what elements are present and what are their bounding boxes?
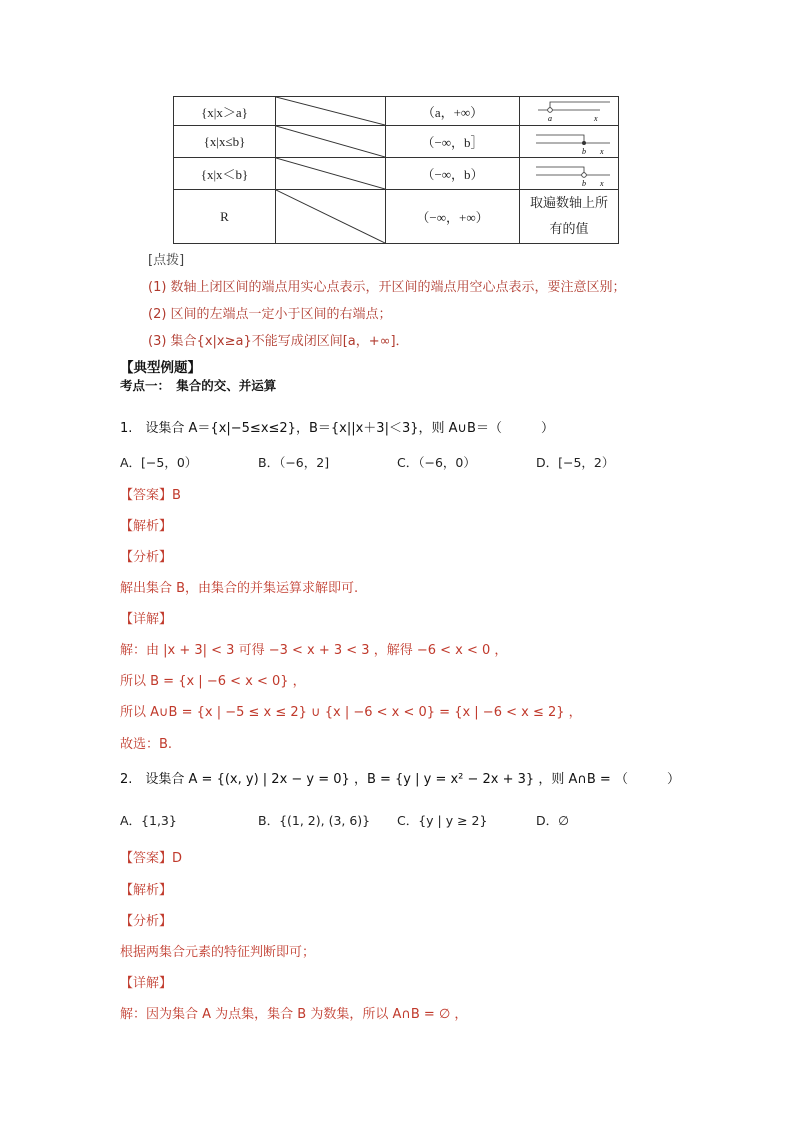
axis-label-x: x — [600, 146, 604, 156]
diagonal-cell — [276, 126, 386, 158]
axis-label-x: x — [600, 178, 604, 188]
q2-answer: 【答案】D — [120, 851, 183, 866]
all-values-text-2: 有的值 — [549, 221, 589, 237]
table-row — [174, 190, 619, 244]
set-cell: {x|x＞a} — [174, 97, 276, 126]
diagonal-cell — [276, 97, 386, 126]
topic-heading: 考点一： 集合的交、并运算 — [120, 378, 277, 393]
q1-option-a: A．[−5，0） — [120, 455, 198, 470]
set-cell: {x|x≤b} — [174, 126, 276, 158]
q2-detail-heading: 【详解】 — [120, 976, 173, 991]
q2-detail-line: 解：因为集合 A 为点集，集合 B 为数集，所以 A∩B = ∅ ， — [120, 1007, 468, 1022]
q1-option-c: C．（−6，0） — [397, 455, 476, 470]
interval-table — [173, 96, 619, 244]
tips-heading: [点拨] — [148, 253, 185, 268]
axis-label-b: b — [582, 146, 586, 156]
interval-cell: （−∞，b） — [386, 158, 520, 190]
interval-cell: （−∞，+∞） — [386, 190, 520, 244]
q2-option-a: A．{1,3} — [120, 813, 177, 828]
table-row — [174, 158, 619, 190]
q2-fenxi-text: 根据两集合元素的特征判断即可； — [120, 945, 316, 960]
tip-item-2: (2) 区间的左端点一定小于区间的右端点； — [148, 307, 392, 322]
set-cell: {x|x＜b} — [174, 158, 276, 190]
q1-fenxi-text: 解出集合 B，由集合的并集运算求解即可. — [120, 581, 359, 596]
q1-detail-line-2: 所以 B = {x | −6 < x < 0} ， — [120, 674, 306, 689]
q1-detail-line-4: 故选：B. — [120, 737, 173, 752]
q1-detail-line-3: 所以 A∪B = {x | −5 ≤ x ≤ 2} ∪ {x | −6 < x < 0} = {x | −6 < x ≤ 2} ， — [120, 705, 582, 720]
all-values-text-1: 取遍数轴上所 — [529, 195, 608, 211]
question-1-stem: 1. 设集合 A＝{x|−5≤x≤2}，B＝{x||x＋3|＜3}，则 A∪B＝（ ） — [120, 421, 554, 436]
tip-item-3: (3) 集合{x|x≥a}不能写成闭区间[a，+∞]． — [148, 334, 409, 349]
diagonal-cell — [276, 158, 386, 190]
tip-item-1: (1) 数轴上闭区间的端点用实心点表示，开区间的端点用空心点表示，要注意区别； — [148, 280, 626, 295]
all-values-cell — [520, 190, 619, 244]
q1-analysis-heading: 【解析】 — [120, 519, 173, 534]
q1-detail-heading: 【详解】 — [120, 612, 173, 627]
question-2-stem: 2. 设集合 A = {(x, y) | 2x − y = 0} ，B = {y | y = x² − 2x + 3} ，则 A∩B = （ ） — [120, 772, 680, 787]
axis-label-b: b — [582, 178, 586, 188]
axis-label-x: x — [594, 114, 598, 123]
q2-analysis-heading: 【解析】 — [120, 883, 173, 898]
number-line-graph — [520, 126, 619, 158]
table-row — [174, 126, 619, 158]
set-cell: R — [174, 190, 276, 244]
q1-detail-line-1: 解：由 |x + 3| < 3 可得 −3 < x + 3 < 3 ，解得 −6 < x < 0 ， — [120, 643, 508, 658]
diagonal-cell — [276, 190, 386, 244]
number-line-graph — [520, 97, 619, 126]
q2-option-c: C．{y | y ≥ 2} — [397, 813, 488, 828]
axis-label-a: a — [548, 114, 552, 123]
interval-cell: （a，+∞） — [386, 97, 520, 126]
q1-option-d: D．[−5，2） — [536, 455, 615, 470]
q2-option-b: B．{(1, 2), (3, 6)} — [258, 813, 371, 828]
number-line-graph — [520, 158, 619, 190]
q1-option-b: B．（−6，2] — [258, 455, 330, 470]
table-row — [174, 97, 619, 126]
q1-fenxi-heading: 【分析】 — [120, 550, 173, 565]
q2-option-d: D．∅ — [536, 813, 570, 828]
interval-cell: （−∞，b］ — [386, 126, 520, 158]
q2-fenxi-heading: 【分析】 — [120, 914, 173, 929]
q1-answer: 【答案】B — [120, 488, 181, 503]
section-title: 【典型例题】 — [120, 360, 201, 376]
